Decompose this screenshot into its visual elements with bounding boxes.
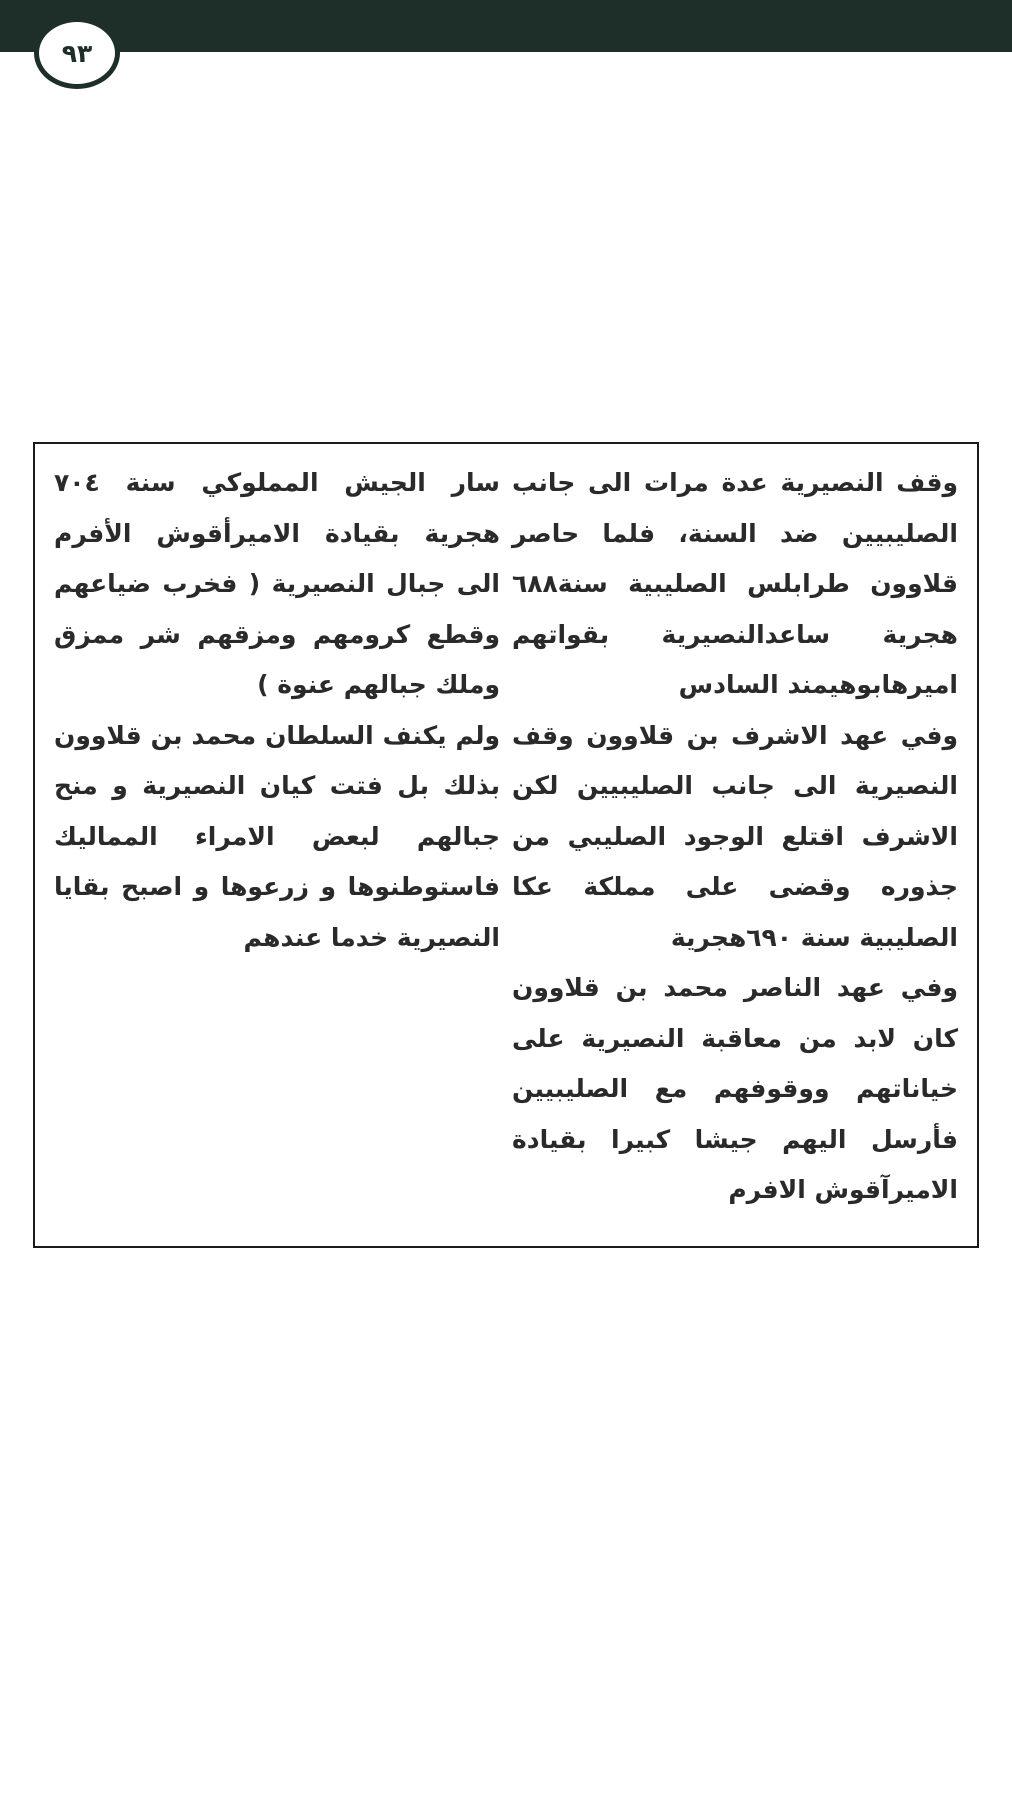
text-frame <box>33 442 979 1248</box>
paragraph-crusader-alliance: وقف النصيرية عدة مرات الى جانب الصليبيين ضد السنة، فلما حاصر قلاوون طرابلس الصليبية سنة٦٨٨ هجرية ساعدالنصيرية بقواتهم اميرهابوهيمند السادس <box>512 468 958 699</box>
paragraph-sultan-measures: ولم يكنف السلطان محمد بن قلاوون بذلك بل فتت كيان النصيرية و منح جبالهم لبعض الامراء المماليك فاستوطنوها و زرعوها و اصبح بقايا النصيرية خدما عندهم <box>54 720 500 952</box>
header-bar <box>0 0 1012 52</box>
paragraph-ashraf-era: وفي عهد الاشرف بن قلاوون وقف النصيرية الى جانب الصليبيين لكن الاشرف اقتلع الوجود الصليبي من جذوره وقضى على مملكة عكا الصليبية سنة ٦٩٠هجرية <box>512 720 958 952</box>
page-number: ٩٣ <box>61 38 93 68</box>
paragraph-nasir-era: وفي عهد الناصر محمد بن قلاوون كان لابد من معاقبة النصيرية على خياناتهم ووقوفهم مع الصليبيين فأرسل اليهم جيشا كبيرا بقيادة الاميرآقوش الافرم <box>512 973 958 1204</box>
left-column <box>54 458 500 963</box>
paragraph-mamluk-campaign: سار الجيش المملوكي سنة ٧٠٤ هجرية بقيادة الاميرأقوش الأفرم الى جبال النصيرية ( فخرب ضياعهم وقطع كرومهم ومزقهم شر ممزق وملك جبالهم عنوة ) <box>54 468 500 699</box>
page-number-badge <box>34 17 120 89</box>
right-column <box>512 458 958 1216</box>
